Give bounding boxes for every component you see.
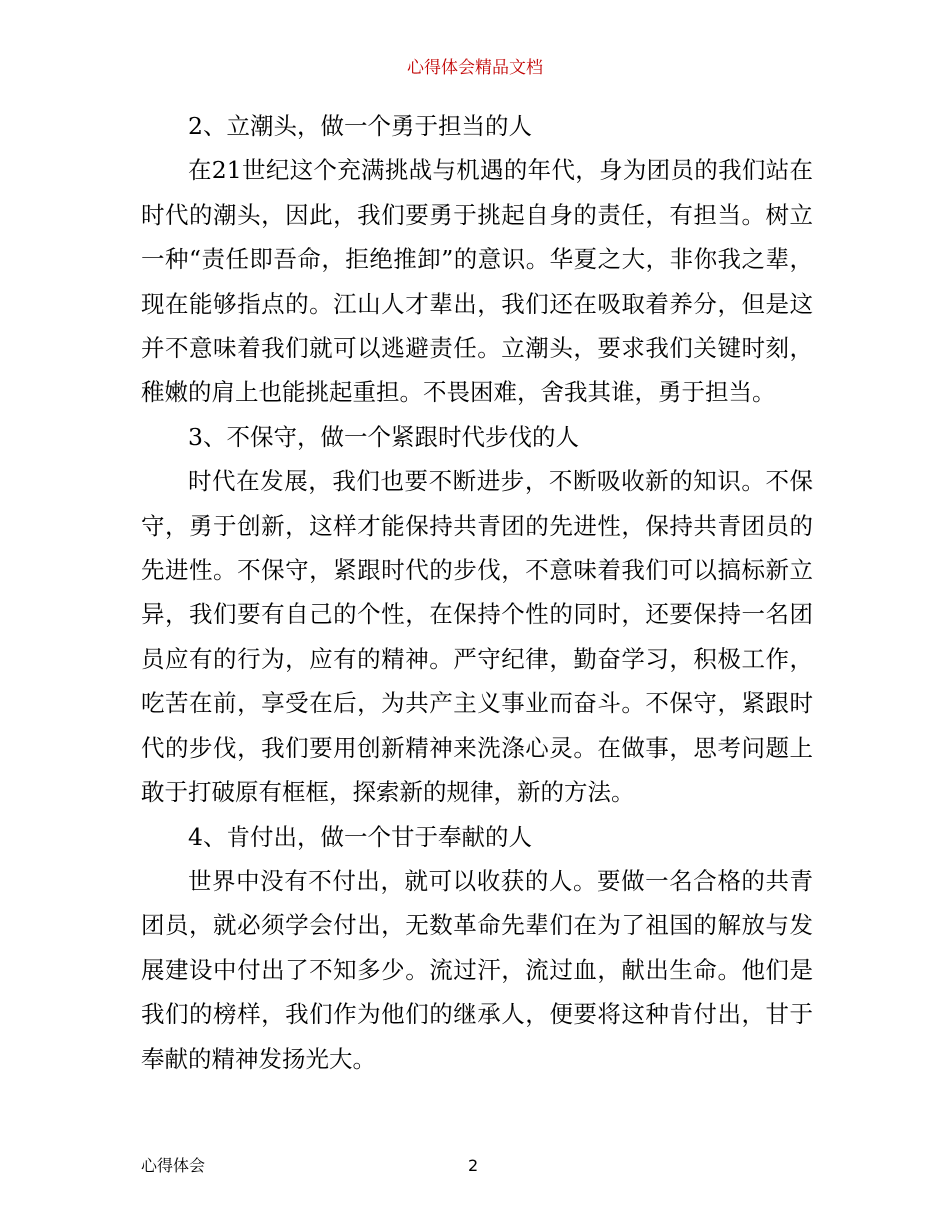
footer-label: 心得体会 [141,1156,206,1175]
document-body [141,104,813,1081]
document-header-title: 心得体会精品文档 [407,58,543,78]
section-paragraph-2: 在21世纪这个充满挑战与机遇的年代，身为团员的我们站在时代的潮头，因此，我们要勇于挑起自身的责任，有担当。树立一种“责任即吾命，拒绝推卸”的意识。华夏之大，非你我之辈，现在能够指点的。江山人才辈出，我们还在吸取着养分，但是这并不意味着我们就可以逃避责任。立潮头，要求我们关键时刻，稚嫩的肩上也能挑起重担。不畏困难，舍我其谁，勇于担当。 [141,156,813,407]
section-heading-4: 4、肯付出，做一个甘于奉献的人 [188,822,532,851]
section-heading-2: 2、立潮头，做一个勇于担当的人 [188,112,532,140]
section-paragraph-3: 时代在发展，我们也要不断进步，不断吸收新的知识。不保守，勇于创新，这样才能保持共青团的先进性，保持共青团员的先进性。不保守，紧跟时代的步伐，不意味着我们可以搞标新立异，我们要有自己的个性，在保持个性的同时，还要保持一名团员应有的行为，应有的精神。严守纪律，勤奋学习，积极工作，吃苦在前，享受在后，为共产主义事业而奋斗。不保守，紧跟时代的步伐，我们要用创新精神来洗涤心灵。在做事，思考问题上敢于打破原有框框，探索新的规律，新的方法。 [141,467,813,807]
page-number: 2 [468,1156,479,1175]
section-heading-3: 3、不保守，做一个紧跟时代步伐的人 [188,422,579,451]
section-paragraph-4: 世界中没有不付出，就可以收获的人。要做一名合格的共青团员，就必须学会付出，无数革命先辈们在为了祖国的解放与发展建设中付出了不知多少。流过汗，流过血，献出生命。他们是我们的榜样，我们作为他们的继承人，便要将这种肯付出，甘于奉献的精神发扬光大。 [141,866,813,1073]
